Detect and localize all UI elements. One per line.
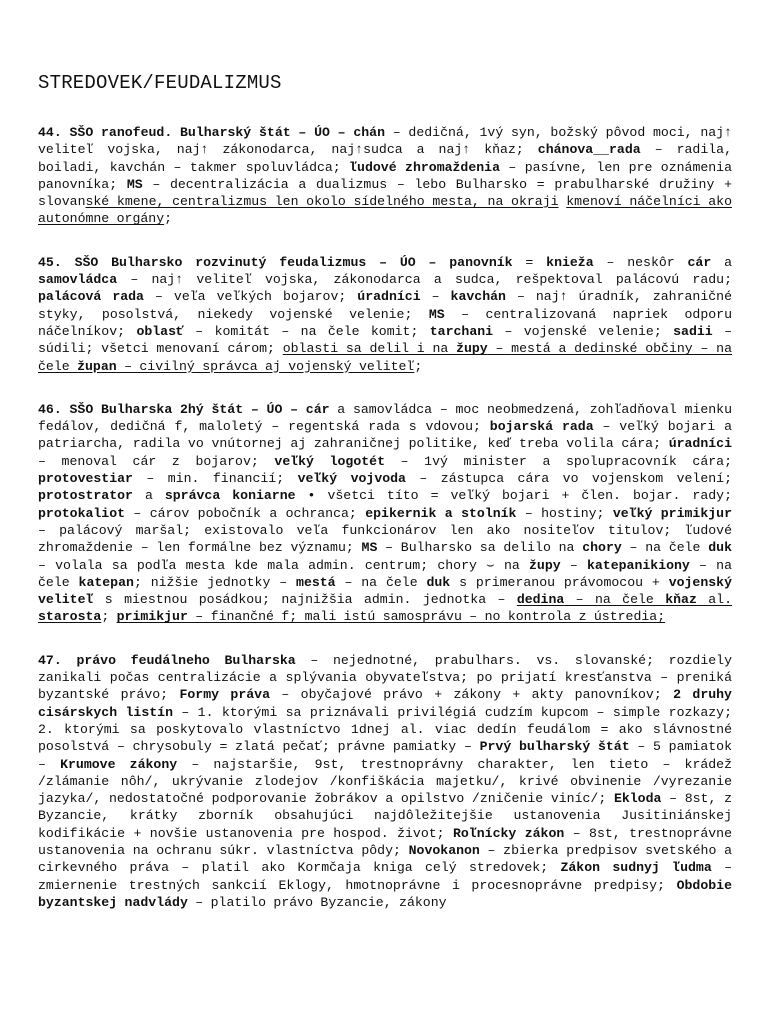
- text-run: – naj↑ úradník, zahraničné styky, posolstvá, niekedy vojenské velenie;: [38, 289, 732, 322]
- text-run: [665, 592, 697, 607]
- text-run: Roľnícky zákon: [453, 825, 565, 841]
- text-run: SŠO Bulharsko rozvinutý feudalizmus – ÚO – panovník: [74, 254, 513, 270]
- text-run: [117, 609, 188, 624]
- text-run: – dedičná, 1vý syn, božský pôvod moci, naj↑ veliteľ vojska, naj↑ zákonodarca, naj↑sudca a naj↑ kňaz;: [38, 125, 732, 158]
- text-run: =: [512, 254, 547, 270]
- text-run: – na čele: [564, 592, 666, 608]
- text-run: chory: [582, 540, 622, 556]
- text-run: mestá: [296, 574, 336, 590]
- text-run: oblasť: [136, 323, 184, 339]
- text-run: kňaz: [665, 592, 697, 608]
- text-run: – volala sa podľa mesta kde mala admin. centrum; chory ⌣ na: [38, 557, 529, 573]
- text-run: – nejednotné, prabulhars. vs. slovanské; rozdiely zanikali počas centralizácie a splývania obyvateľstva; po prijatí kresťanstva – preniká byzantské právo;: [38, 652, 732, 703]
- text-run: – zmiernenie trestných sankcií Eklogy, hmotnoprávne i procesnoprávne predpisy;: [38, 860, 732, 893]
- text-run: 2 druhy cisárskych listín: [38, 687, 732, 720]
- text-run: • všetci títo = veľký bojari + člen. bojar. rady;: [295, 488, 732, 504]
- text-run: – min. financií;: [132, 471, 298, 487]
- text-run: duk: [708, 540, 732, 556]
- text-run: – finančné f; mali istú samosprávu – no kontrola z ústredia;: [187, 609, 666, 625]
- text-run: veľký primikjur: [612, 505, 732, 521]
- text-run: veľký vojvoda: [297, 471, 406, 487]
- document-page: [38, 72, 732, 937]
- text-run: palácová rada: [38, 289, 144, 305]
- text-run: vojenský veliteľ: [38, 574, 732, 608]
- text-run: – cárov pobočník a ochranca;: [125, 505, 366, 521]
- text-run: – obyčajové právo + zákony + akty panovníkov;: [269, 687, 674, 703]
- text-run: – naj↑ veliteľ vojska, zákonodarca a sudca, rešpektoval palácovú radu;: [117, 272, 732, 288]
- text-run: župan: [77, 358, 117, 374]
- text-run: – 1vý minister a spolupracovník cára;: [385, 453, 732, 469]
- text-run: SŠO ranofeud. Bulharský štát – ÚO – chán: [69, 125, 385, 140]
- text-run: – 8st, z Byzancie, krátky zborník obsahujúci najdôležitejšie ustanovenia Jusitiniánskej kodifikácie + novšie ustanovenia pre hospod. život;: [38, 791, 732, 841]
- text-run: – veľa veľkých bojarov;: [143, 289, 358, 305]
- text-run: ;: [101, 609, 117, 625]
- text-run: – veľký bojari a patriarcha, radila vo vnútornej aj zahraničnej politike, keď treba volila cára;: [38, 419, 732, 452]
- text-run: – civilný správca aj vojenský veliteľ: [116, 358, 415, 374]
- text-run: Ekloda: [613, 791, 662, 807]
- text-run: župy: [456, 341, 488, 357]
- text-run: – na čele: [38, 557, 732, 590]
- text-run: dedina: [516, 592, 565, 608]
- text-run: Formy práva: [179, 687, 270, 703]
- text-run: – neskôr: [593, 254, 688, 270]
- section-46: [38, 401, 732, 626]
- text-run: MS: [126, 176, 143, 192]
- text-run: – vojenské velenie;: [493, 323, 674, 339]
- text-run: – palácový maršal; existovalo veľa funkcionárov len ako nositeľov titulov; ľudové zhromaždenie – len formálne bez významu;: [38, 522, 732, 556]
- text-run: ; nižšie jednotky –: [133, 574, 297, 590]
- text-run: Obdobie byzantskej nadvlády: [38, 877, 732, 910]
- text-run: chánova__rada: [537, 142, 641, 158]
- text-run: bojarská rada: [489, 419, 594, 435]
- section-44: [38, 124, 732, 228]
- text-run: ské kmene, centralizmus len okolo sídelného mesta, na okraji: [85, 194, 559, 210]
- section-number: 46.: [38, 401, 62, 417]
- text-run: s primeranou právomocou +: [450, 574, 669, 590]
- text-run: – na čele: [335, 574, 427, 590]
- section-number: 45.: [38, 254, 62, 270]
- text-run: – decentralizácia a dualizmus – lebo Bulharsko = prabulharské družiny + slovan: [38, 176, 732, 210]
- text-run: úradníci: [357, 289, 421, 305]
- text-run: a samovládca – moc neobmedzená, zohľadňoval mienku fedálov, dedičná f, maloletý – regentská rada s vdovou;: [38, 401, 733, 435]
- text-run: samovládca: [38, 272, 118, 288]
- text-run: oblasti sa delil i na: [282, 341, 457, 357]
- text-run: katepanikiony: [586, 557, 690, 573]
- text-run: a: [132, 488, 165, 504]
- section-number: 47.: [38, 652, 62, 668]
- text-run: – 1. ktorými sa priznávali privilégiá cudzím kupcom – simple rozkazy; 2. ktorými sa poskytovalo vlastníctvo 1dnej al. viac dedín feudálom = ako slávnostné posolstvá – chrysobuly = zlatá pečať; právne pamiatky –: [38, 704, 732, 755]
- text-run: primikjur: [116, 609, 188, 625]
- text-run: – Bulharsko sa delilo na: [377, 540, 583, 556]
- text-run: cár: [687, 254, 712, 270]
- section-47: [38, 652, 732, 911]
- text-run: ;: [164, 211, 173, 227]
- text-run: – na čele: [621, 540, 709, 556]
- text-run: kavchán: [450, 289, 506, 305]
- text-run: župy: [529, 557, 561, 573]
- text-run: správca koniarne: [164, 488, 296, 504]
- text-run: protovestiar: [38, 471, 133, 487]
- text-run: – komitát – na čele komit;: [183, 323, 430, 339]
- text-run: – najstaršie, 9st, trestnoprávny charakter, len tieto – krádež /zlámanie nôh/, ukrývanie zlodejov /konfiškácia majetku/, krivé obvinenie /vyrezanie jazyka/, nedostatočné podporovanie žobrákov a opilstvo /zničenie viníc/;: [38, 756, 733, 807]
- text-run: veľký logotét: [274, 453, 385, 469]
- text-run: – platilo právo Byzancie, zákony: [187, 894, 447, 910]
- text-run: –: [560, 557, 587, 573]
- section-45: [38, 254, 732, 375]
- text-run: [38, 609, 101, 624]
- text-run: SŠO Bulharska 2hý štát – ÚO – cár: [69, 401, 330, 417]
- text-run: knieža: [546, 254, 594, 270]
- text-run: ľudové zhromaždenia: [349, 159, 501, 175]
- text-run: Prvý bulharský štát: [479, 739, 630, 755]
- text-run: Zákon sudnyj ľudma: [560, 860, 712, 876]
- text-run: [456, 341, 488, 356]
- text-run: mestá a dedinské občiny – na čele: [38, 341, 732, 374]
- text-run: starosta: [38, 609, 102, 625]
- text-run: – menoval cár z bojarov;: [38, 453, 275, 469]
- text-run: – radila, boiladi, kavchán – takmer spoluvládca;: [38, 142, 733, 175]
- text-run: epikernik a stolník: [365, 505, 517, 521]
- text-run: protostrator: [38, 488, 133, 504]
- text-run: al.: [696, 592, 732, 608]
- text-run: duk: [426, 574, 451, 590]
- text-run: – 5 pamiatok –: [38, 739, 732, 772]
- text-run: Novokanon: [408, 842, 480, 858]
- text-run: – zástupca cára vo vojenskom velení;: [405, 471, 732, 487]
- text-run: [77, 359, 117, 374]
- text-run: – súdili; všetci menovaní cárom;: [38, 323, 732, 357]
- text-run: – pasívne, len pre oznámenia panovníka;: [38, 159, 733, 192]
- text-run: a: [711, 254, 733, 270]
- text-run: sadii: [673, 323, 713, 339]
- text-run: právo feudálneho Bulharska: [76, 652, 296, 668]
- text-run: katepan: [78, 574, 134, 590]
- text-run: – hostiny;: [516, 505, 613, 521]
- text-run: – centralizovaná napriek odporu náčelníkov;: [38, 306, 732, 339]
- text-run: –: [420, 289, 451, 305]
- text-run: MS: [428, 306, 445, 322]
- text-run: úradníci: [668, 436, 732, 452]
- page-title: STREDOVEK/FEUDALIZMUS: [38, 72, 282, 94]
- text-run: s miestnou posádkou; najnižšia admin. jednotka –: [93, 592, 517, 608]
- text-run: protokaliot: [38, 505, 126, 521]
- text-run: [517, 592, 564, 607]
- section-number: 44.: [38, 125, 62, 140]
- text-run: – 8st, trestnoprávne ustanovenia na ochranu súkr. vlastníctva pôdy;: [38, 825, 732, 858]
- text-run: kmenoví náčelníci ako autonómne orgány: [38, 194, 732, 227]
- text-run: tarchani: [429, 323, 494, 339]
- text-run: Krumove zákony: [60, 756, 178, 772]
- text-run: ;: [414, 358, 423, 374]
- text-run: MS: [361, 540, 378, 556]
- text-run: – zbierka predpisov svetského a cirkevného práva – platil ako Kormčaja kniga celý stredovek;: [38, 842, 732, 876]
- text-run: –: [487, 341, 512, 357]
